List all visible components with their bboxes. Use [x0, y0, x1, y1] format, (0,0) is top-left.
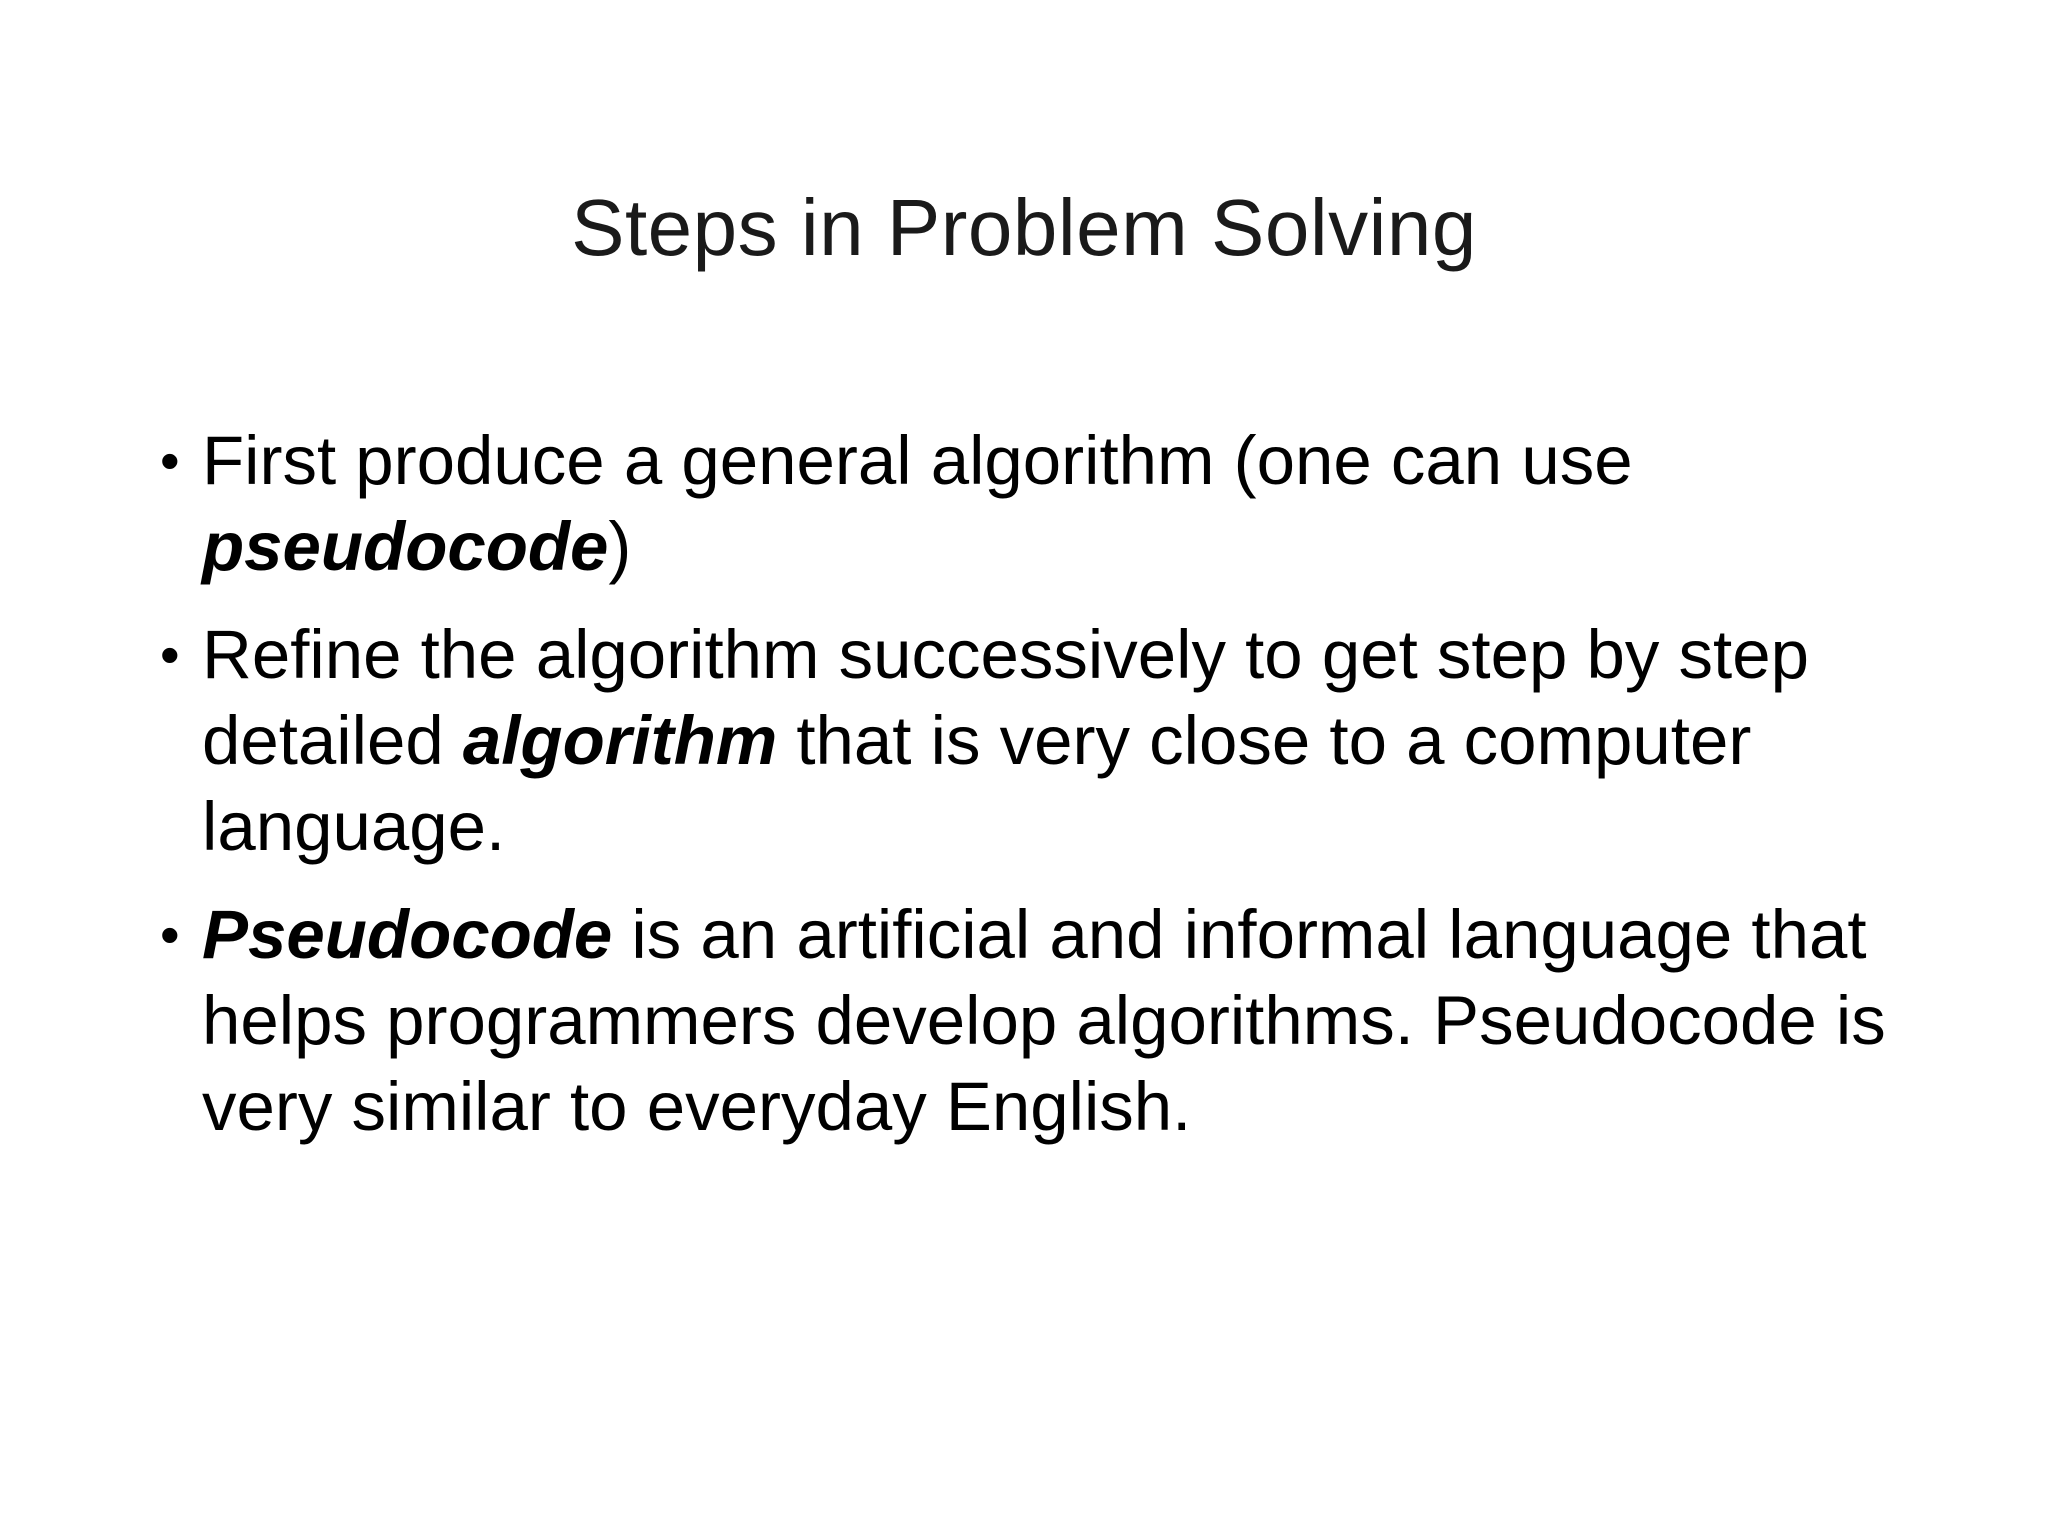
- emphasized-term: Pseudocode: [202, 896, 613, 973]
- emphasized-term: algorithm: [462, 702, 778, 779]
- emphasized-term: pseudocode: [202, 508, 609, 585]
- bullet-text-segment: is an artificial and informal language that helps programmers develop algorithms. Pseudocode is very similar to everyday English.: [202, 896, 1886, 1145]
- bullet-item-2: [160, 612, 1920, 870]
- bullet-item-1: [160, 418, 1920, 590]
- slide-title: Steps in Problem Solving: [571, 183, 1477, 272]
- bullet-point-icon: •: [160, 903, 180, 966]
- bullet-text-segment: that is very close to a computer language.: [202, 702, 1752, 865]
- bullet-point-icon: •: [160, 623, 180, 686]
- bullet-item-3: [160, 892, 1920, 1150]
- bullet-text-segment: ): [608, 508, 632, 585]
- bullet-text-segment: First produce a general algorithm (one can use: [202, 422, 1633, 499]
- bullet-list: [160, 418, 1920, 1172]
- bullet-text-segment: Refine the algorithm successively to get step by step detailed: [202, 616, 1809, 779]
- bullet-point-icon: •: [160, 429, 180, 492]
